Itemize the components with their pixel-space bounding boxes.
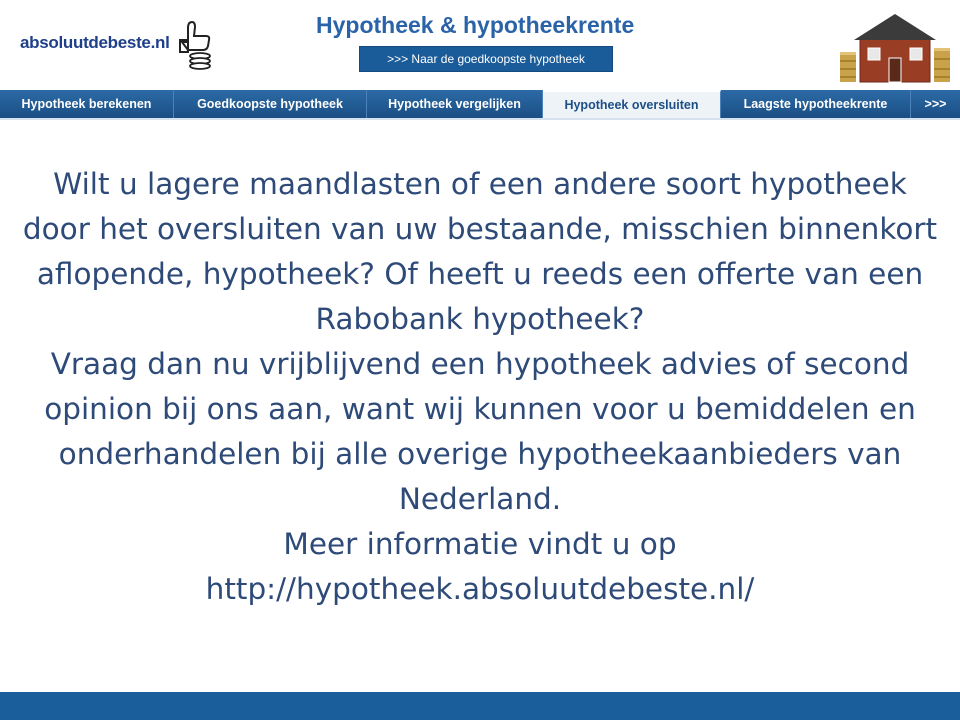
site-header: [0, 0, 960, 88]
thumbs-up-coins-icon: [176, 18, 220, 70]
tab-more[interactable]: >>>: [924, 97, 947, 111]
main-navigation: [0, 90, 960, 120]
advice-paragraph: Vraag dan nu vrijblijvend een hypotheek advies of second opinion bij ons aan, want wij kunnen voor u bemiddelen en onderhandelen bij alle overige hypotheekaanbieders van Nederland.: [44, 347, 916, 516]
website-url: http://hypotheek.absoluutdebeste.nl/: [205, 572, 755, 606]
tab-hypotheek-vergelijken[interactable]: Hypotheek vergelijken: [367, 90, 543, 118]
tab-laagste-hypotheekrente[interactable]: Laagste hypotheekrente: [721, 90, 911, 118]
footer-bar: [0, 692, 960, 720]
site-title: Hypotheek & hypotheekrente: [316, 12, 635, 38]
logo-text: absoluutdebeste.nl: [20, 33, 170, 52]
tab-goedkoopste-hypotheek[interactable]: Goedkoopste hypotheek: [174, 90, 367, 118]
intro-paragraph: Wilt u lagere maandlasten of een andere soort hypotheek door het oversluiten van uw bestaande, misschien binnenkort aflopende, hypotheek? Of heeft u reeds een offerte van een Rabobank hypotheek?: [22, 167, 938, 336]
main-content: [20, 162, 940, 612]
site-logo[interactable]: [20, 18, 170, 68]
tab-hypotheek-oversluiten[interactable]: Hypotheek oversluiten: [543, 90, 721, 118]
more-info-text: Meer informatie vindt u op: [283, 527, 677, 561]
cheapest-mortgage-button[interactable]: >>> Naar de goedkoopste hypotheek: [359, 46, 613, 72]
tab-hypotheek-berekenen[interactable]: Hypotheek berekenen: [0, 90, 174, 118]
house-with-coins-image: [836, 8, 954, 84]
